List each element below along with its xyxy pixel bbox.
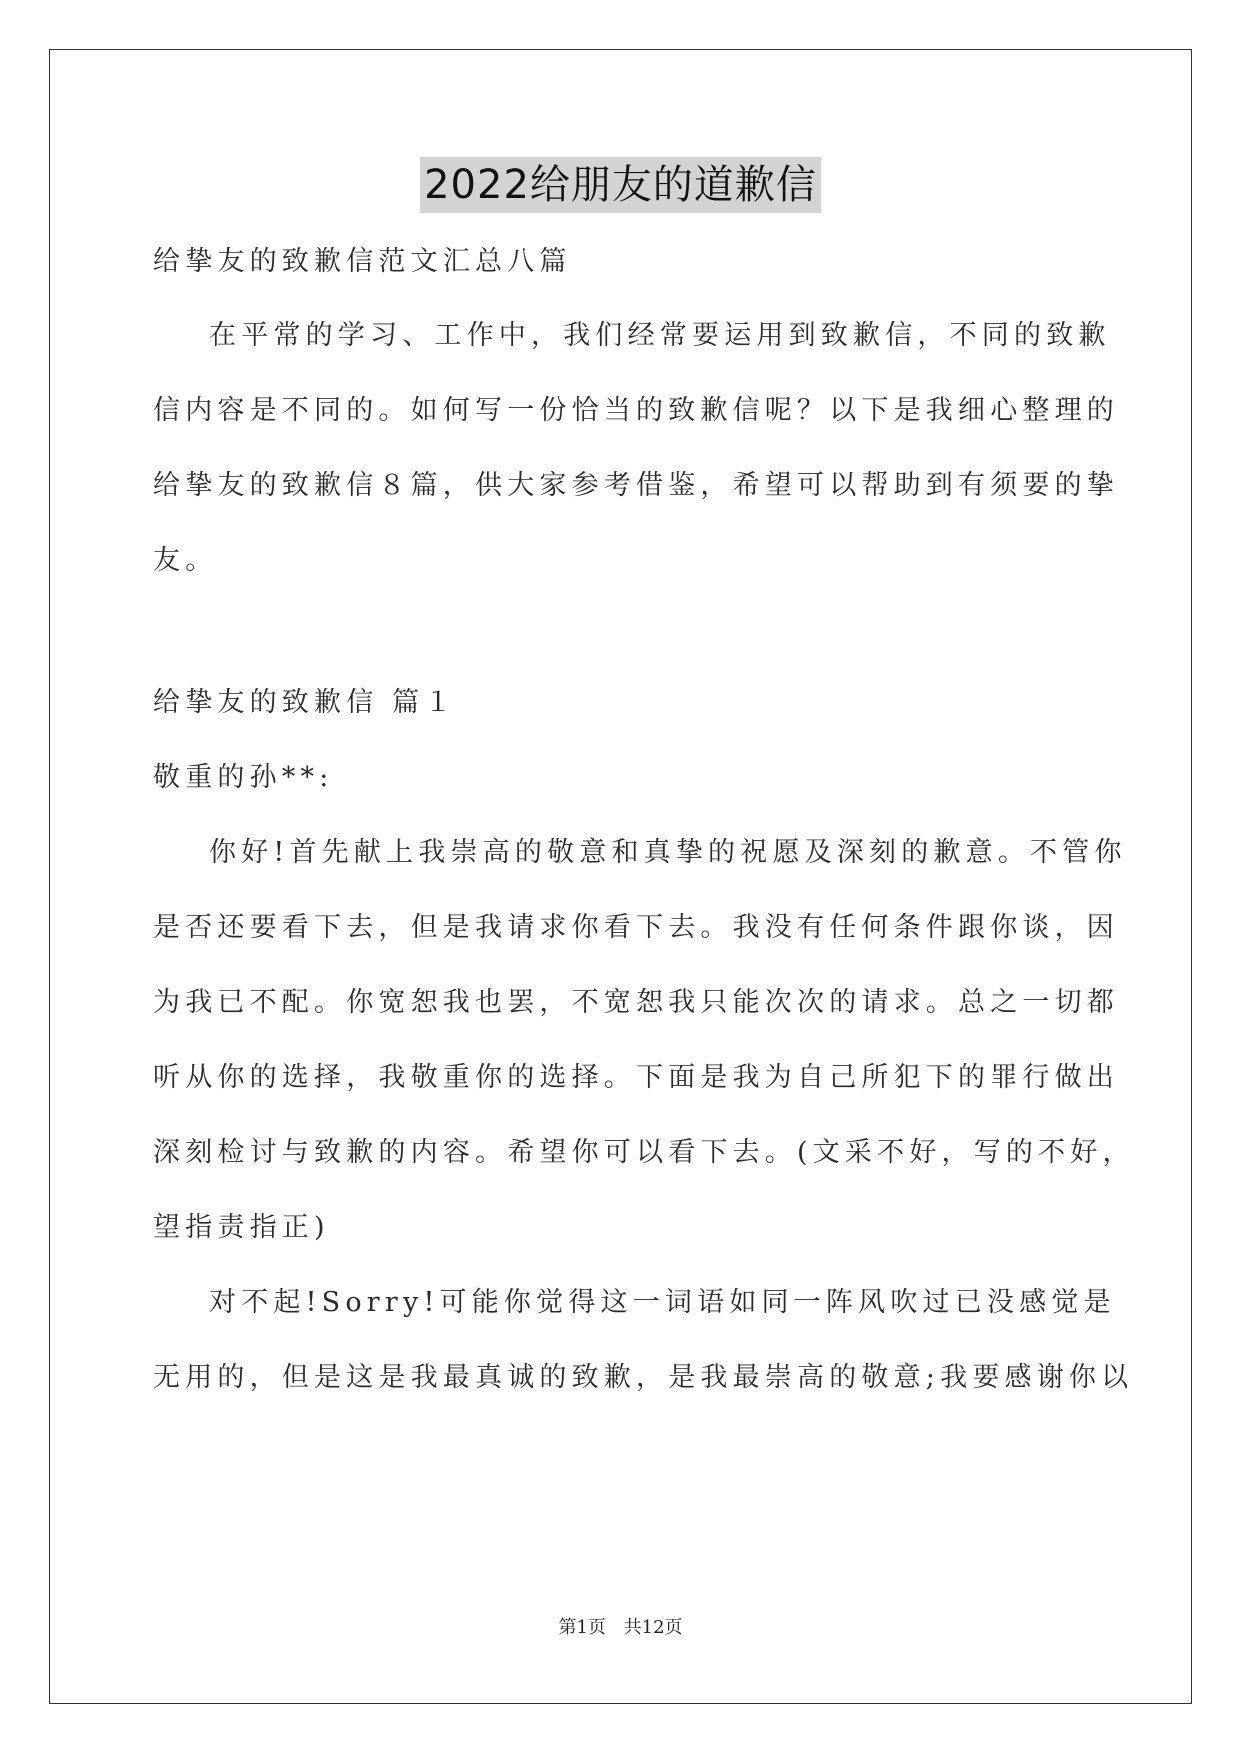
paragraph1-line-1: 你好!首先献上我崇高的敬意和真挚的祝愿及深刻的歉意。不管你 — [209, 837, 1127, 868]
title-container — [0, 157, 1241, 213]
paragraph2-line-2: 无用的，但是这是我最真诚的致歉，是我最崇高的敬意;我要感谢你以 — [153, 1362, 1134, 1393]
paragraph1-line-3: 为我已不配。你宽恕我也罢，不宽恕我只能次次的请求。总之一切都 — [153, 987, 1119, 1018]
paragraph1-line-5: 深刻检讨与致歉的内容。希望你可以看下去。(文采不好，写的不好， — [153, 1137, 1135, 1168]
page-border — [49, 49, 1192, 1704]
document-subtitle: 给挚友的致歉信范文汇总八篇 — [153, 246, 572, 277]
page-number: 第1页 — [558, 1617, 606, 1638]
page-total: 共12页 — [623, 1617, 683, 1638]
paragraph2-line-1: 对不起!Sorry!可能你觉得这一词语如同一阵风吹过已没感觉是 — [209, 1287, 1116, 1318]
salutation: 敬重的孙**: — [153, 762, 334, 793]
intro-line-3: 给挚友的致歉信８篇，供大家参考借鉴，希望可以帮助到有须要的挚 — [153, 470, 1119, 501]
intro-line-2: 信内容是不同的。如何写一份恰当的致歉信呢？以下是我细心整理的 — [153, 395, 1119, 426]
document-title: 2022给朋友的道歉信 — [420, 157, 821, 213]
intro-line-4: 友。 — [153, 545, 218, 576]
paragraph1-line-4: 听从你的选择，我敬重你的选择。下面是我为自己所犯下的罪行做出 — [153, 1062, 1119, 1093]
intro-line-1: 在平常的学习、工作中，我们经常要运用到致歉信，不同的致歉 — [209, 320, 1111, 351]
page-footer — [0, 1616, 1241, 1640]
paragraph1-line-2: 是否还要看下去，但是我请求你看下去。我没有任何条件跟你谈，因 — [153, 912, 1119, 943]
section-heading: 给挚友的致歉信 篇１ — [153, 687, 457, 718]
paragraph1-line-6: 望指责指正) — [153, 1212, 330, 1243]
